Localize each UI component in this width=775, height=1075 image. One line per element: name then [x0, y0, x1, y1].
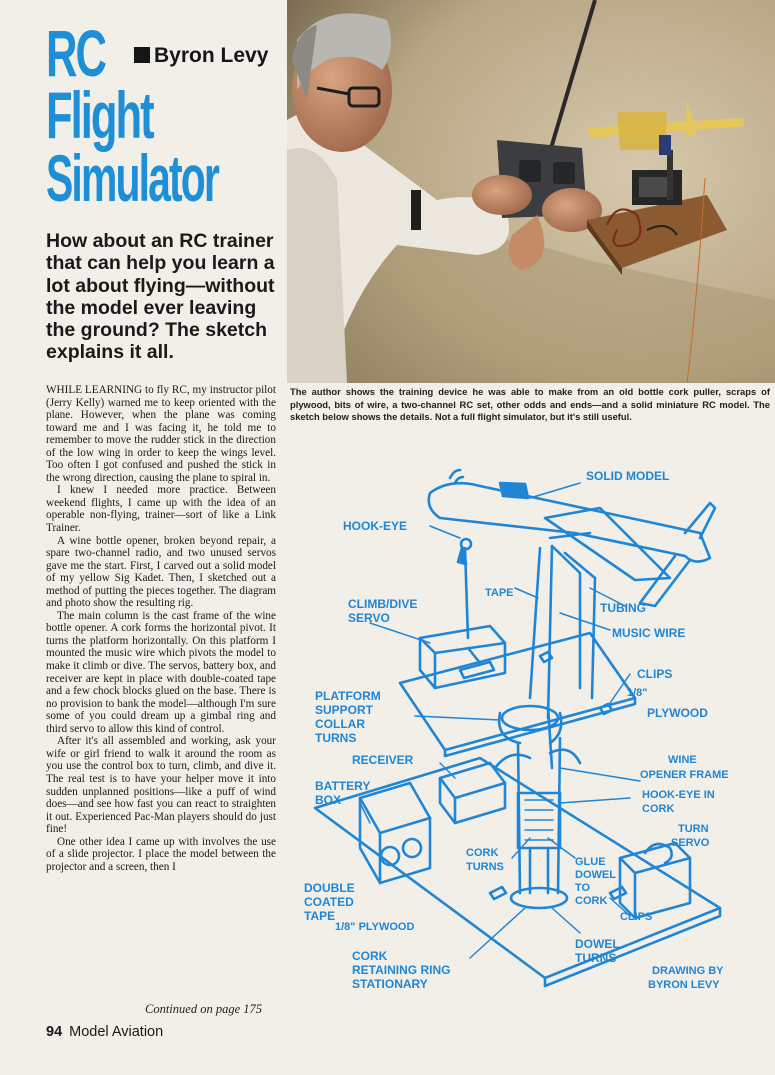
body-paragraph: After it's all assembled and working, ask your wife or girl friend to walk it around the room as you use the control box to turn, climb, and dive it. The real test is to have your helper move it into sudden unplanned positions—like a puff of wind does—and see how fast you can react to straighten it out. Experienced Pac-Man players should do just fine!	[46, 735, 276, 836]
label-music-wire: MUSIC WIRE	[612, 626, 686, 640]
trainer-sketch	[290, 438, 775, 998]
label-hook-eye: HOOK-EYE	[343, 519, 408, 533]
label-drawing-author: BYRON LEVY	[648, 979, 720, 991]
page-number: 94	[46, 1024, 63, 1040]
label-double-tape: TAPE	[304, 909, 336, 923]
photo-caption: The author shows the training device he was able to make from an old bottle cork puller, scraps of plywood, bits of wire, a two-channel RC set, other odds and ends—and a solid miniature RC model. The sketch below shows the details. Not a full flight simulator, but it's still useful.	[290, 386, 770, 423]
label-platform-turns: TURNS	[315, 731, 357, 745]
label-base-plywood: 1/8" PLYWOOD	[335, 921, 415, 933]
label-platform: PLATFORM	[315, 689, 381, 703]
byline-square-icon	[134, 47, 150, 63]
label-clips-bottom: CLIPS	[620, 911, 653, 923]
label-glue: GLUE	[575, 856, 606, 868]
title-line-1: RC	[46, 16, 105, 90]
label-platform-support: SUPPORT	[315, 703, 374, 717]
page-footer	[46, 1024, 163, 1040]
technical-drawing	[290, 438, 775, 998]
label-opener-frame: OPENER FRAME	[640, 769, 729, 781]
title-line-3: Simulator	[46, 141, 218, 215]
article-body	[46, 384, 276, 873]
byline	[134, 44, 268, 68]
continued-note: Continued on page 175	[145, 1002, 263, 1016]
body-paragraph: WHILE LEARNING to fly RC, my instructor pilot (Jerry Kelly) warned me to keep oriented with the plane. However, when the plane was coming toward me and I was facing it, he told me to remember to move the rudder stick in the direction of the low wing in order to keep the wings level. Too often I got confused and pushed the stick in the wrong direction, causing the plane to spiral in.	[46, 384, 276, 484]
label-retaining-ring: RETAINING RING	[352, 963, 451, 977]
label-turn: TURN	[678, 823, 709, 835]
label-drawing-by: DRAWING BY	[652, 965, 724, 977]
label-hook-eye-cork: CORK	[642, 803, 675, 815]
magazine-name: Model Aviation	[69, 1024, 164, 1040]
label-turn-servo: SERVO	[671, 837, 710, 849]
label-battery-box: BOX	[315, 793, 342, 807]
label-hook-eye-in: HOOK-EYE IN	[642, 789, 715, 801]
title-line-2: Flight	[46, 78, 153, 152]
label-plywood-frac: 1/8"	[627, 687, 648, 699]
label-glue-dowel: DOWEL	[575, 869, 616, 881]
label-clips-top: CLIPS	[637, 667, 673, 681]
photo-author-with-trainer	[287, 0, 775, 383]
label-cork: CORK	[466, 847, 499, 859]
label-battery: BATTERY	[315, 779, 371, 793]
label-wine: WINE	[668, 754, 697, 766]
label-receiver: RECEIVER	[352, 753, 414, 767]
label-dowel: DOWEL	[575, 937, 620, 951]
body-paragraph: I knew I needed more practice. Between weekend flights, I came up with the idea of an operable non-flying, trainer—sort of like a Link Trainer.	[46, 484, 276, 535]
label-double-coated: COATED	[304, 895, 354, 909]
label-climb-dive-servo: SERVO	[348, 611, 390, 625]
label-tape: TAPE	[485, 587, 514, 599]
article-photo	[287, 0, 775, 383]
body-paragraph: One other idea I came up with involves the use of a slide projector. I place the model between the projector and a screen, then I	[46, 835, 276, 873]
label-dowel-turns: TURNS	[575, 951, 617, 965]
label-double: DOUBLE	[304, 881, 355, 895]
label-glue-cork: CORK	[575, 895, 608, 907]
label-climb-dive: CLIMB/DIVE	[348, 597, 418, 611]
author-name: Byron Levy	[154, 44, 269, 67]
label-plywood: PLYWOOD	[647, 706, 708, 720]
body-paragraph: The main column is the cast frame of the wine bottle opener. A cork forms the horizontal pivot. It turns the platform horizontally. On this platform I mounted the music wire which pivots the model to make it climb or dive. The servos, battery box, and receiver are kept in place with double-coated tape and a few chock blocks glued on the base. There is no provision to bank the model—although I'm sure some of you could dream up a gimbal ring and third servo to allow this kind of control.	[46, 609, 276, 735]
label-tubing: TUBING	[600, 601, 646, 615]
label-cork-turns: TURNS	[466, 861, 504, 873]
label-platform-collar: COLLAR	[315, 717, 365, 731]
body-paragraph: A wine bottle opener, broken beyond repair, a spare two-channel radio, and two unused servos gave me the start. First, I carved out a solid model of my yellow Sig Kadet. Then, I sketched out a method of putting the pieces together. The diagram and photo show the resulting rig.	[46, 534, 276, 610]
article-deck: How about an RC trainer that can help you learn a lot about flying—without the model ever leaving the ground? The sketch explains it all.	[46, 230, 275, 364]
label-glue-to: TO	[575, 882, 591, 894]
label-stationary: STATIONARY	[352, 977, 428, 991]
label-cork-ring: CORK	[352, 949, 388, 963]
label-solid-model: SOLID MODEL	[586, 469, 670, 483]
